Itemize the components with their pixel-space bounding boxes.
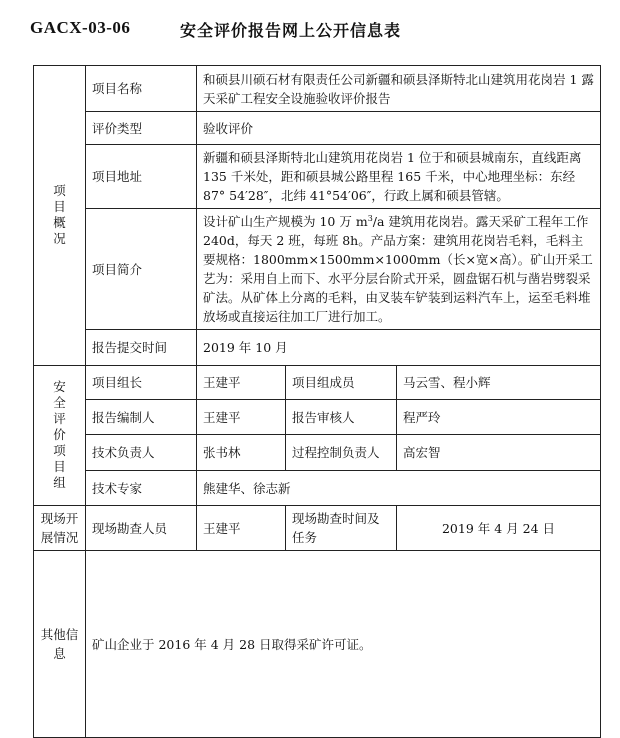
row-project-name xyxy=(34,66,601,112)
other-value: 矿山企业于 2016 年 4 月 28 日取得采矿许可证。 xyxy=(86,551,601,738)
address-label: 项目地址 xyxy=(86,145,197,209)
leader-value: 王建平 xyxy=(197,366,286,400)
document-header xyxy=(30,14,600,44)
row-site xyxy=(34,506,601,551)
reviewer-label: 报告审核人 xyxy=(286,400,397,435)
document-title: 安全评价报告网上公开信息表 xyxy=(180,21,402,40)
row-eval-type xyxy=(34,112,601,145)
inspector-label: 现场勘查人员 xyxy=(86,506,197,551)
row-tech-lead xyxy=(34,435,601,471)
author-value: 王建平 xyxy=(197,400,286,435)
members-label: 项目组成员 xyxy=(286,366,397,400)
address-value: 新疆和硕县泽斯特北山建筑用花岗岩 1 位于和硕县城南东，直线距离 135 千米处，距和硕县城公路里程 165 千米，中心地理坐标：东经 87° 54′28″，北纬 41°54′06″，行政上属和硕县管辖。 xyxy=(197,145,601,209)
submit-time-value: 2019 年 10 月 xyxy=(197,330,601,366)
project-name-value: 和硕县川硕石材有限责任公司新疆和硕县泽斯特北山建筑用花岗岩 1 露天采矿工程安全设施验收评价报告 xyxy=(197,66,601,112)
inspector-value: 王建平 xyxy=(197,506,286,551)
intro-value: 设计矿山生产规模为 10 万 $m^3/a$ 建筑用花岗岩。露天采矿工程年工作 240d，每天 2 班，每班 8h。产品方案：建筑用花岗岩毛料，毛料主要规格：1800mm×1500mm×1000mm（长×宽×高）。矿山开采工艺为：采用自上而下、水平分层台阶式开采，圆盘锯石机与凿岩劈裂采矿法。从矿体上分离的毛料，由叉装车铲装到运料汽车上，运至毛料堆放场或直接运往加工厂进行加工。 xyxy=(197,209,601,330)
project-name-label: 项目名称 xyxy=(86,66,197,112)
process-label: 过程控制负责人 xyxy=(286,435,397,471)
row-expert xyxy=(34,471,601,506)
reviewer-value: 程严玲 xyxy=(397,400,601,435)
tech-lead-label: 技术负责人 xyxy=(86,435,197,471)
row-team-leader xyxy=(34,366,601,400)
time-task-label: 现场勘查时间及任务 xyxy=(286,506,397,551)
row-submit-time xyxy=(34,330,601,366)
section-team: 安全评价项目组 xyxy=(34,366,86,506)
row-other xyxy=(34,551,601,738)
members-value: 马云雪、程小辉 xyxy=(397,366,601,400)
section-other: 其他信息 xyxy=(34,551,86,738)
expert-label: 技术专家 xyxy=(86,471,197,506)
expert-value: 熊建华、徐志新 xyxy=(197,471,601,506)
eval-type-value: 验收评价 xyxy=(197,112,601,145)
author-label: 报告编制人 xyxy=(86,400,197,435)
document-code: GACX-03-06 xyxy=(30,18,131,37)
leader-label: 项目组长 xyxy=(86,366,197,400)
intro-label: 项目简介 xyxy=(86,209,197,330)
process-value: 高宏智 xyxy=(397,435,601,471)
submit-time-label: 报告提交时间 xyxy=(86,330,197,366)
tech-lead-value: 张书林 xyxy=(197,435,286,471)
row-author xyxy=(34,400,601,435)
eval-type-label: 评价类型 xyxy=(86,112,197,145)
row-address xyxy=(34,145,601,209)
section-site: 现场开展情况 xyxy=(34,506,86,551)
time-task-value: 2019 年 4 月 24 日 xyxy=(397,506,601,551)
row-intro xyxy=(34,209,601,330)
info-table xyxy=(33,65,601,738)
section-overview: 项目概况 xyxy=(34,66,86,366)
